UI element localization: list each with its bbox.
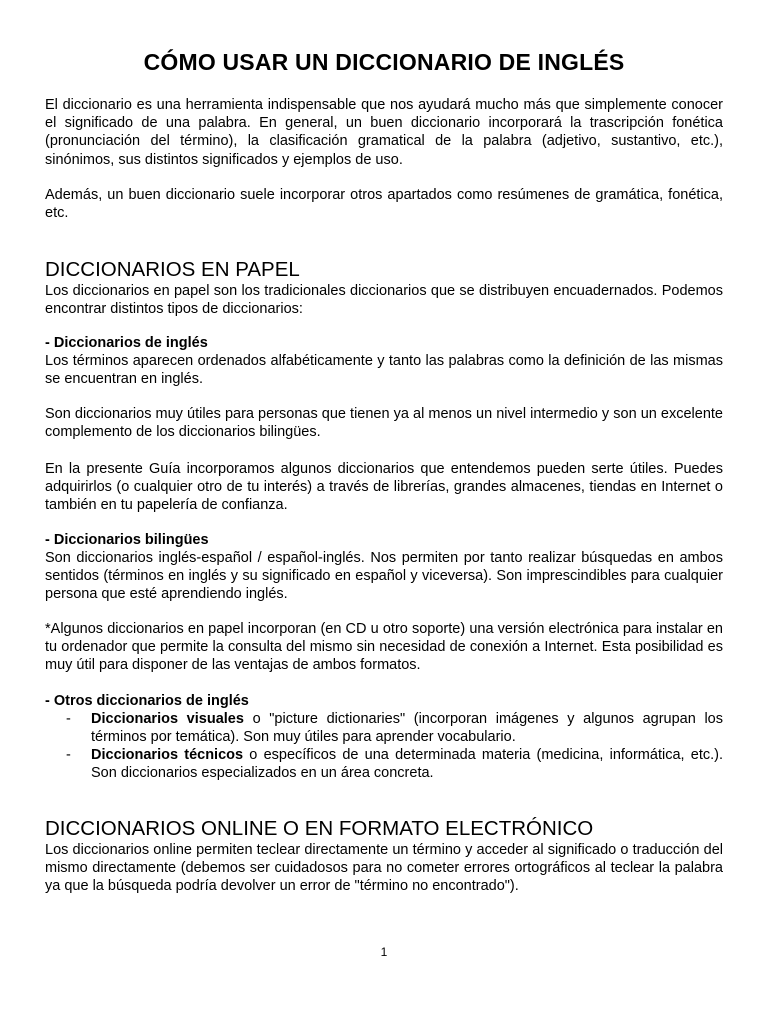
list-bullet: - xyxy=(66,747,71,763)
section-heading-paper: DICCIONARIOS EN PAPEL xyxy=(45,258,300,281)
page-number: 1 xyxy=(380,945,388,959)
list-item-bold-term: Diccionarios técnicos xyxy=(91,747,244,763)
english-paragraph-3: En la presente Guía incorporamos algunos diccionarios que entendemos pueden serte útiles. Puedes adquirirlos (o cualquier otro de tu interés) a través de librerías, grandes almacenes, tiendas en Internet o también en tu papelería de confianza. xyxy=(45,461,723,514)
list-item-visual-dictionaries xyxy=(91,710,723,746)
list-item-technical-dictionaries xyxy=(91,746,723,782)
list-bullet: - xyxy=(66,711,71,727)
list-item-bold-term: Diccionarios visuales xyxy=(91,711,244,727)
bilingual-paragraph-1: Son diccionarios inglés-español / español-inglés. Nos permiten por tanto realizar búsquedas en ambos sentidos (términos en inglés y su significado en español y viceversa). Son imprescindibles para cualquier persona que esté aprendiendo inglés. xyxy=(45,550,723,603)
english-paragraph-2: Son diccionarios muy útiles para personas que tienen ya al menos un nivel intermedio y son un excelente complemento de los diccionarios bilingües. xyxy=(45,406,723,441)
subheading-other-dictionaries: - Otros diccionarios de inglés xyxy=(45,693,249,709)
section-heading-online: DICCIONARIOS ONLINE O EN FORMATO ELECTRÓNICO xyxy=(45,817,594,840)
list-item-description: o específicos de una determinada materia (medicina, informática, etc.). Son diccionarios especializados en un área concreta. xyxy=(91,747,723,782)
subheading-bilingual-dictionaries: - Diccionarios bilingües xyxy=(45,532,209,548)
online-paragraph-1: Los diccionarios online permiten teclear directamente un término y acceder al significado o traducción del mismo directamente (debemos ser cuidadosos para no cometer errores ortográficos al teclear la palabra ya que la búsqueda podría devolver un error de "término no encontrado"). xyxy=(45,842,723,895)
paper-intro-paragraph: Los diccionarios en papel son los tradicionales diccionarios que se distribuyen encuadernados. Podemos encontrar distintos tipos de diccionarios: xyxy=(45,283,723,318)
intro-paragraph-2: Además, un buen diccionario suele incorporar otros apartados como resúmenes de gramática, fonética, etc. xyxy=(45,187,723,222)
english-paragraph-1: Los términos aparecen ordenados alfabéticamente y tanto las palabras como la definición de las mismas se encuentran en inglés. xyxy=(45,353,723,388)
document-title: CÓMO USAR UN DICCIONARIO DE INGLÉS xyxy=(143,49,625,75)
list-item-description: o "picture dictionaries" (incorporan imágenes y algunos agrupan los términos por temática). Son muy útiles para aprender vocabulario. xyxy=(91,711,723,746)
intro-paragraph-1: El diccionario es una herramienta indispensable que nos ayudará mucho más que simplemente conocer el significado de una palabra. En general, un buen diccionario incorporará la trascripción fonética (pronunciación del término), la clasificación gramatical de la palabra (adjetivo, sustantivo, etc.), sinónimos, sus distintos significados y ejemplos de uso. xyxy=(45,97,723,168)
subheading-english-dictionaries: - Diccionarios de inglés xyxy=(45,335,208,351)
bilingual-note: *Algunos diccionarios en papel incorporan (en CD u otro soporte) una versión electrónica para instalar en tu ordenador que permite la consulta del mismo sin necesidad de conexión a Internet. Esta posibilidad es muy útil para disponer de las ventajas de ambos formatos. xyxy=(45,621,723,674)
